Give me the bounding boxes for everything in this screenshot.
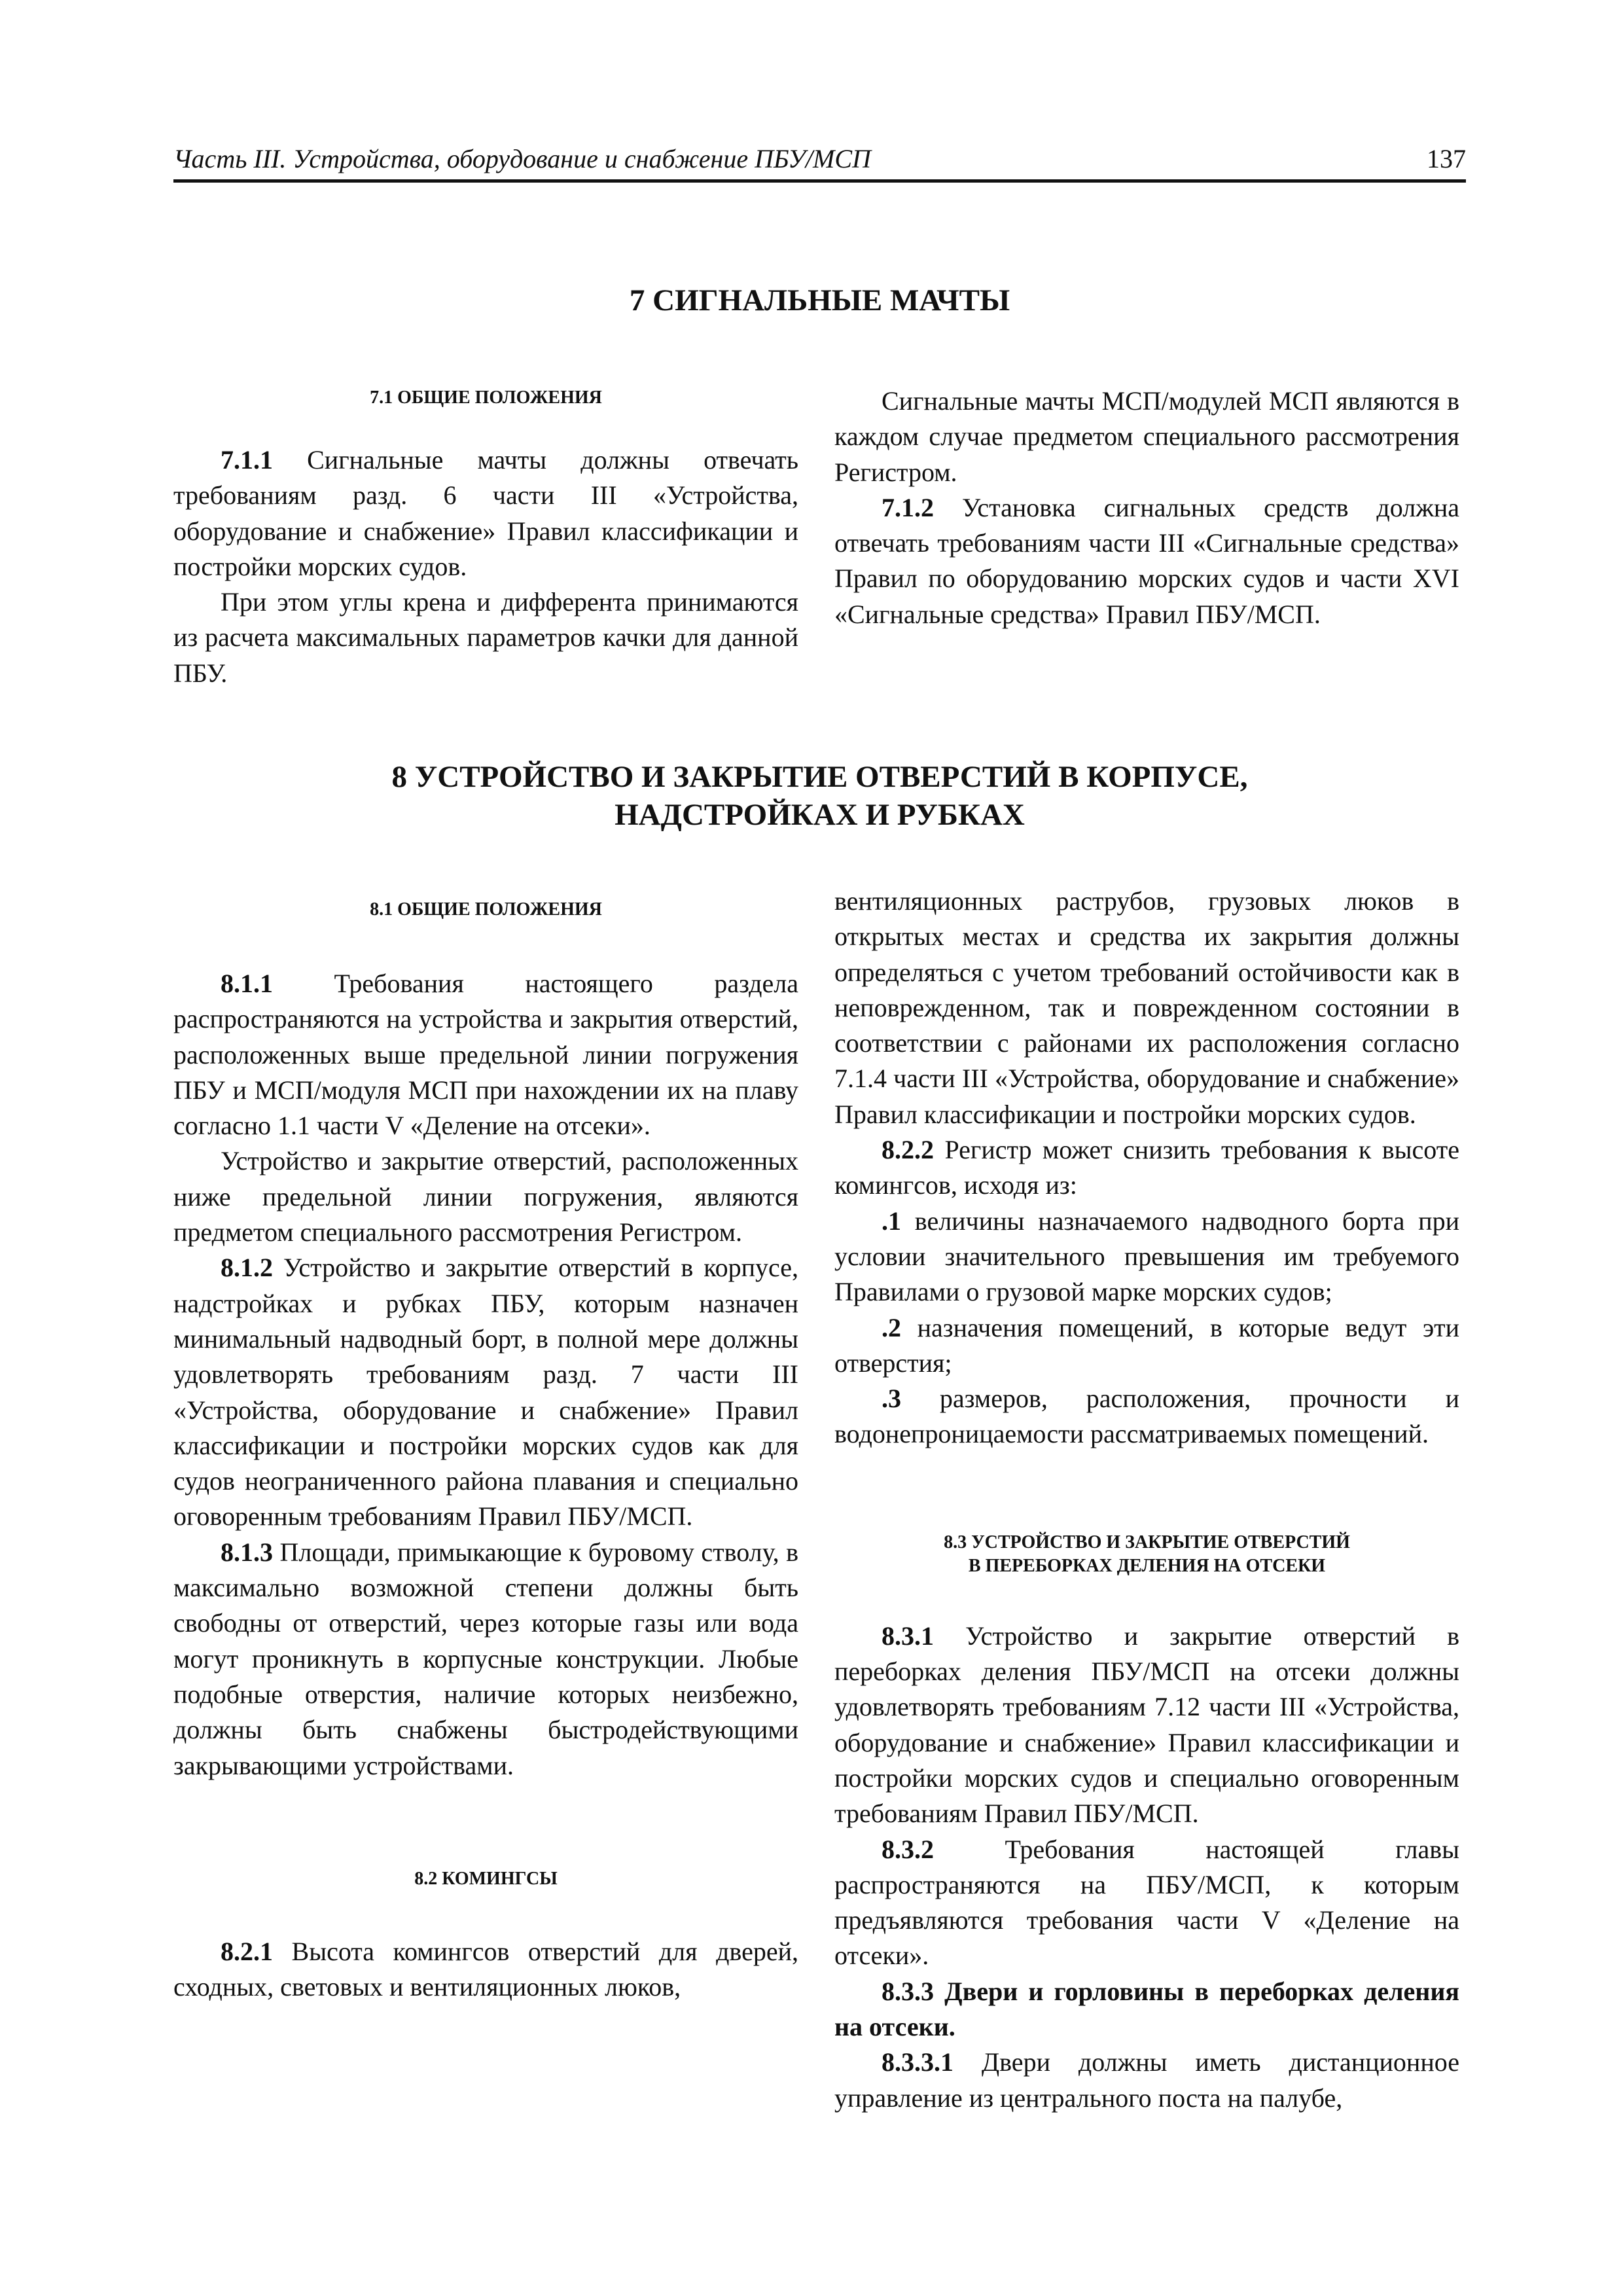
paragraph-8-1-3: 8.1.3 Площади, примыкающие к буровому стволу, в максимально возможной степени должны быть свободны от отверстий, через которые газы или вода могут проникнуть в корпусные конструкции. Любые подобные отверстия, наличие которых неизбежно, должны быть снабжены быстродействующими закрывающими устройствами. [173, 1537, 798, 1780]
subsection-8-2-heading: 8.2 КОМИНГСЫ [414, 1868, 558, 1889]
running-header [173, 139, 1466, 183]
paragraph-8-1-1-b: Устройство и закрытие отверстий, расположенных ниже предельной линии погружения, являются предметом специального рассмотрения Регистром. [173, 1146, 798, 1247]
paragraph-7-1-1-c: Сигнальные мачты МСП/модулей МСП являются в каждом случае предметом специального рассмотрения Регистром. [834, 386, 1459, 487]
subsection-8-3-heading: 8.3 УСТРОЙСТВО И ЗАКРЫТИЕ ОТВЕРСТИЙ В ПЕРЕБОРКАХ ДЕЛЕНИЯ НА ОТСЕКИ [944, 1532, 1350, 1576]
section-7-right-column [834, 384, 1459, 632]
subsection-7-1-heading: 7.1 ОБЩИЕ ПОЛОЖЕНИЯ [370, 387, 602, 408]
paragraph-7-1-1: 7.1.1 Сигнальные мачты должны отвечать требованиям разд. 6 части III «Устройства, оборудование и снабжение» Правил классификации и постройки морских судов. [173, 445, 798, 581]
page-number: 137 [1427, 144, 1466, 173]
list-item-8-2-2-1: .1 величины назначаемого надводного борта при условии значительного превышения им требуемого Правилами о грузовой марке морских судов; [834, 1206, 1459, 1307]
paragraph-8-3-1: 8.3.1 Устройство и закрытие отверстий в переборках деления ПБУ/МСП на отсеки должны удовлетворять требованиям 7.12 части III «Устройства, оборудование и снабжение» Правил классификации и постройки морских судов и специально оговоренным требованиям Правил ПБУ/МСП. [834, 1621, 1459, 1829]
paragraph-8-3-3: 8.3.3 Двери и горловины в переборках деления на отсеки. [834, 1976, 1459, 2042]
section-7-left-column [173, 386, 798, 691]
running-title: Часть III. Устройства, оборудование и снабжение ПБУ/МСП [173, 144, 871, 173]
paragraph-7-1-1-b: При этом углы крена и дифферента принимаются из расчета максимальных параметров качки для данной ПБУ. [173, 587, 798, 688]
paragraph-8-3-2: 8.3.2 Требования настоящей главы распространяются на ПБУ/МСП, к которым предъявляются требования части V «Деление на отсеки». [834, 1834, 1459, 1971]
subsection-8-1-heading: 8.1 ОБЩИЕ ПОЛОЖЕНИЯ [370, 899, 602, 920]
paragraph-8-1-1: 8.1.1 Требования настоящего раздела распространяются на устройства и закрытия отверстий, расположенных выше предельной линии погружения ПБУ и МСП/модуля МСП при нахождении их на плаву согласно 1.1 части V «Деление на отсеки». [173, 969, 798, 1141]
paragraph-8-1-2: 8.1.2 Устройство и закрытие отверстий в корпусе, надстройках и рубках ПБУ, которым назначен минимальный надводный борт, в полной мере должны удовлетворять требованиям разд. 7 части III «Устройства, оборудование и снабжение» Правил классификации и постройки морских судов как для судов неограниченного района плавания и специально оговоренным требованиям Правил ПБУ/МСП. [173, 1253, 798, 1532]
paragraph-8-3-3-1: 8.3.3.1 Двери должны иметь дистанционное управление из центрального поста на палубе, [834, 2047, 1459, 2113]
paragraph-8-2-2: 8.2.2 Регистр может снизить требования к высоте комингсов, исходя из: [834, 1135, 1459, 1200]
section-8-right-column [834, 884, 1459, 2116]
list-item-8-2-2-2: .2 назначения помещений, в которые ведут эти отверстия; [834, 1312, 1459, 1378]
section-8-left-column [173, 898, 798, 2005]
section-7-title: 7 СИГНАЛЬНЫЕ МАЧТЫ [629, 283, 1010, 317]
paragraph-8-2-1-continued: вентиляционных раструбов, грузовых люков в открытых местах и средства их закрытия должны определяться с учетом требований остойчивости как в неповрежденном, так и поврежденном состоянии в соответствии с районами их расположения согласно 7.1.4 части III «Устройства, оборудование и снабжение» Правил классификации и постройки морских судов. [834, 886, 1459, 1129]
paragraph-8-2-1: 8.2.1 Высота комингсов отверстий для дверей, сходных, световых и вентиляционных люков, [173, 1936, 798, 2002]
section-8-title: 8 УСТРОЙСТВО И ЗАКРЫТИЕ ОТВЕРСТИЙ В КОРПУСЕ, НАДСТРОЙКАХ И РУБКАХ [391, 760, 1248, 832]
list-item-8-2-2-3: .3 размеров, расположения, прочности и водонепроницаемости рассматриваемых помещений. [834, 1384, 1459, 1449]
paragraph-7-1-2: 7.1.2 Установка сигнальных средств должна отвечать требованиям части III «Сигнальные средства» Правил по оборудованию морских судов и части XVI «Сигнальные средства» Правил ПБУ/МСП. [834, 492, 1459, 629]
